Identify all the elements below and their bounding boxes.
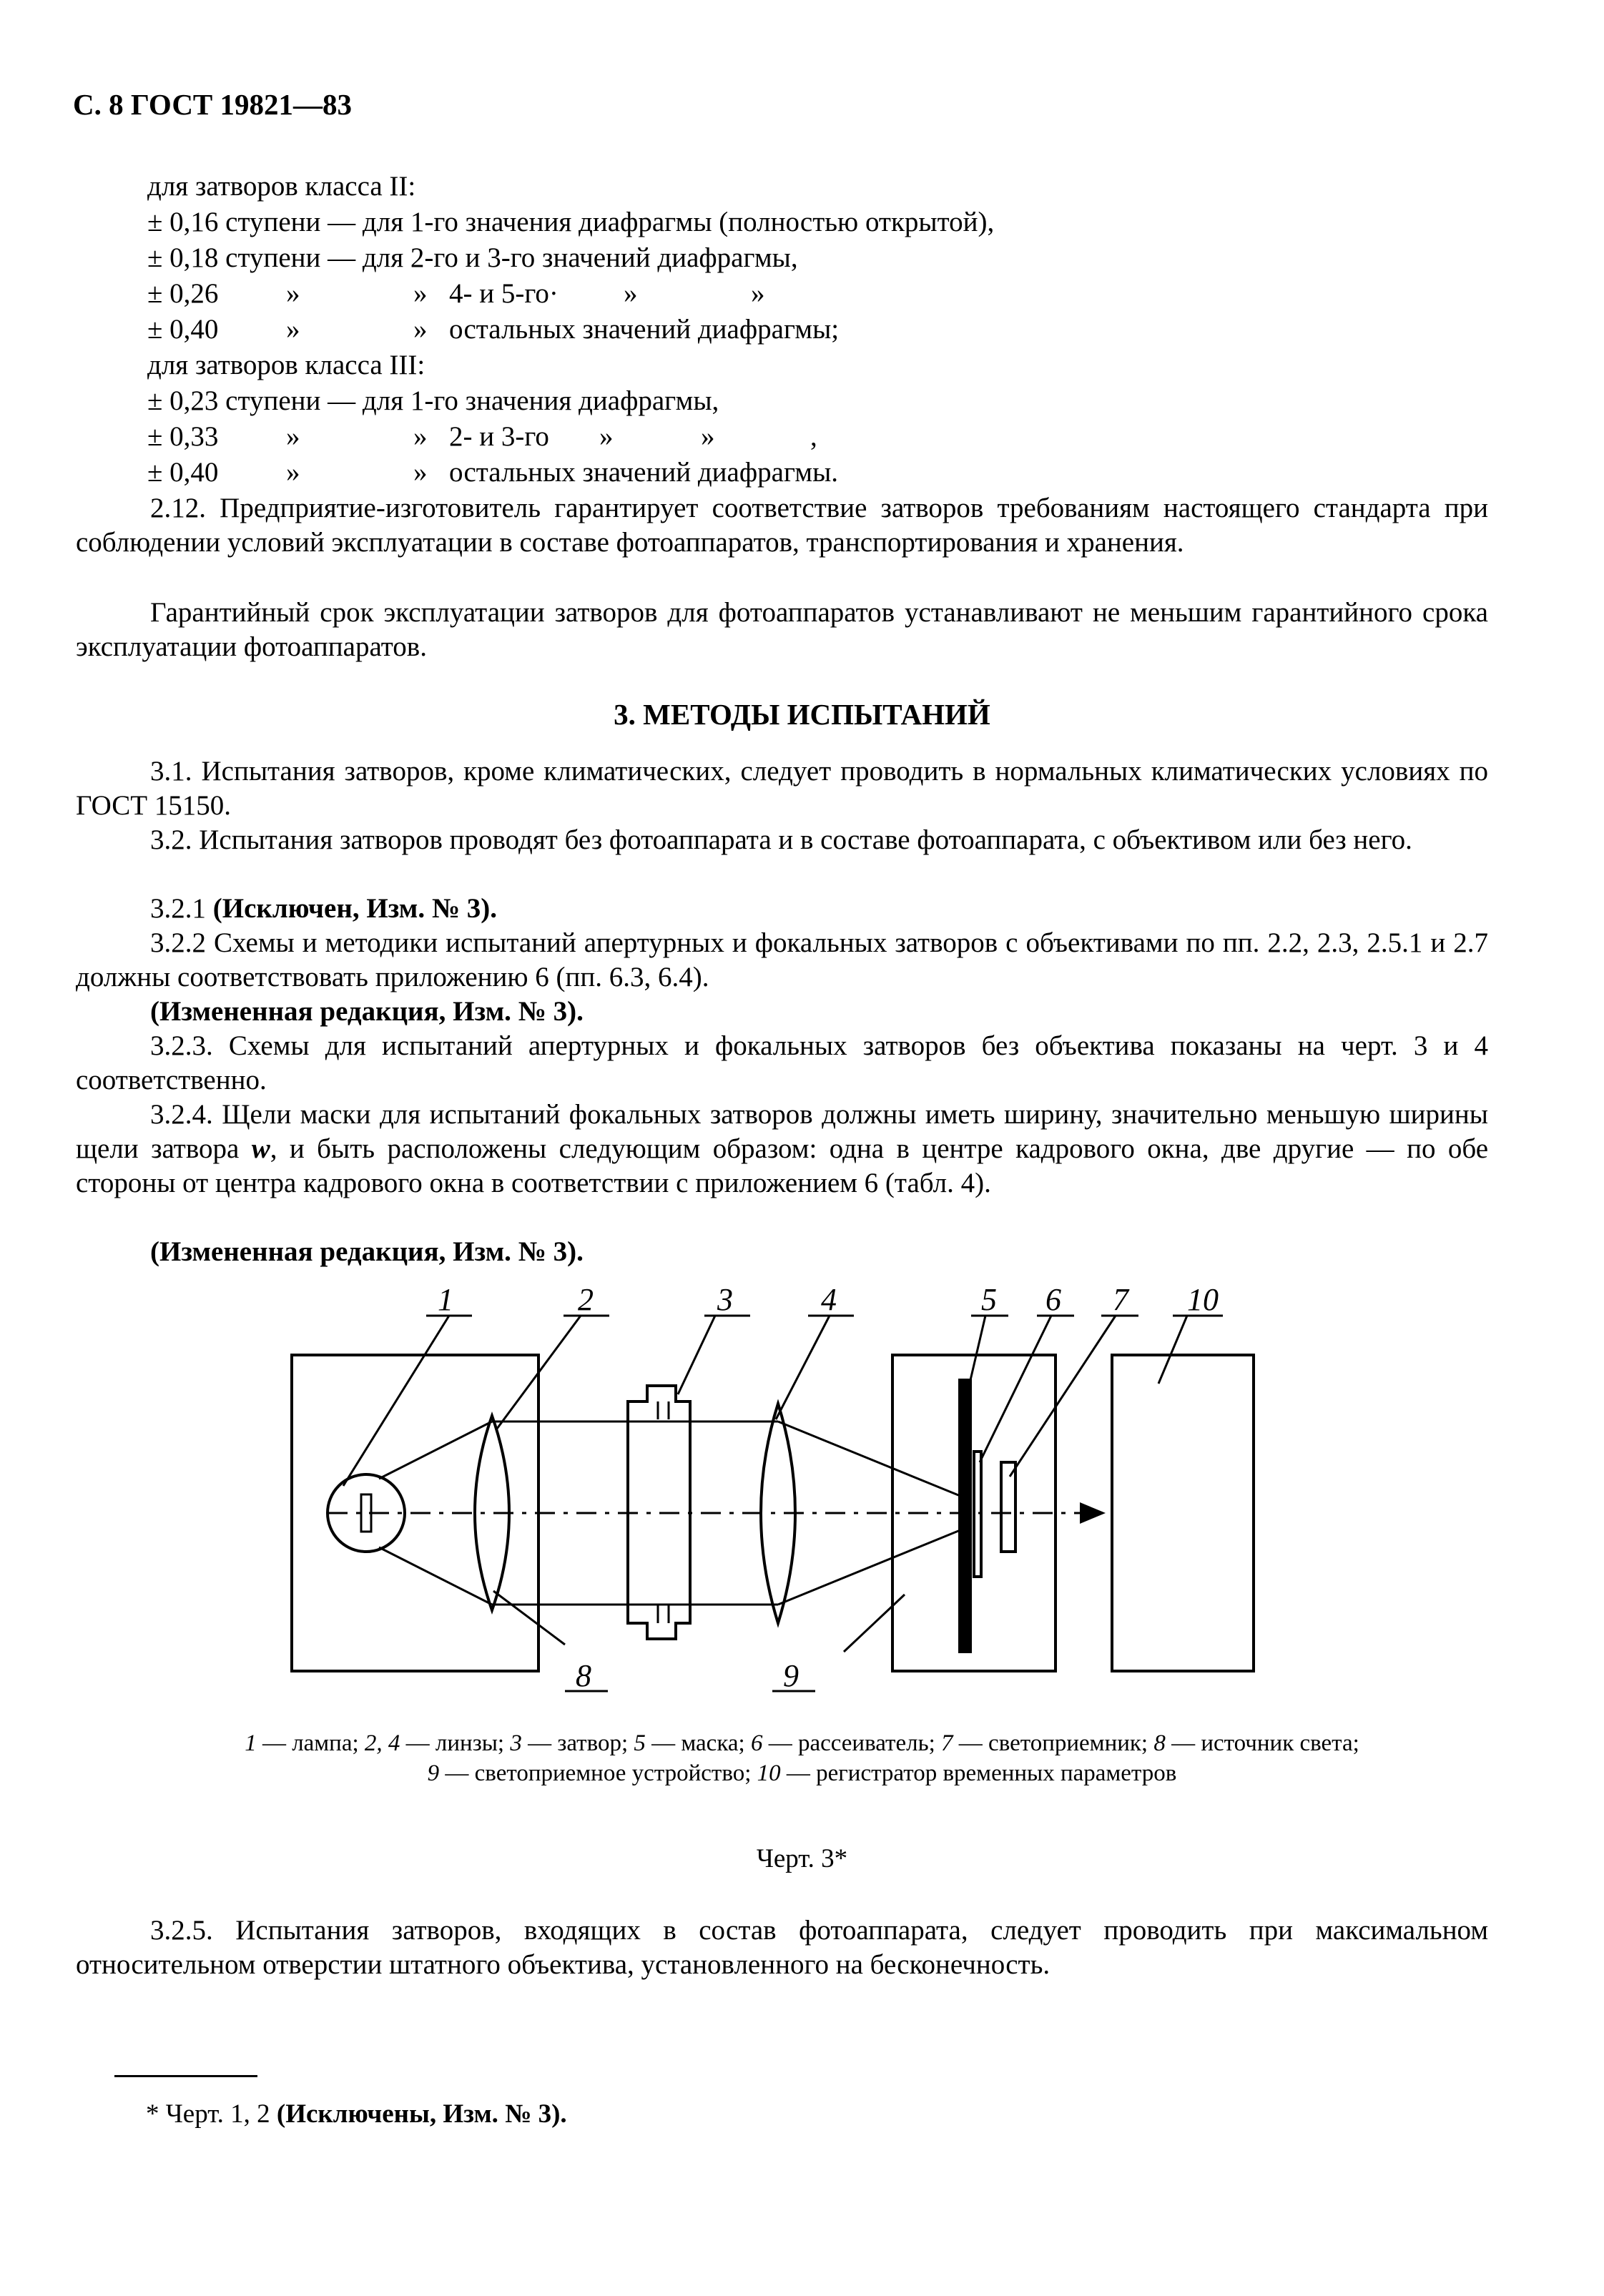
paragraph-3-2-3: 3.2.3. Схемы для испытаний апертурных и фокальных затворов без объектива показаны на черт. 3 и 4 соответственно.: [76, 1030, 1488, 1095]
p324-text-b: , и быть расположены следующим образом: одна в центре кадрового окна, две другие — по обе стороны от центра кадрового окна в соответствии с приложением 6 (табл. 4).: [76, 1133, 1489, 1198]
edit-note-2: (Измененная редакция, Изм. № 3).: [150, 1236, 584, 1267]
value: ± 0,40: [147, 314, 219, 345]
optical-test-diagram: [0, 1280, 1604, 1723]
slit-width-symbol: w: [251, 1133, 270, 1164]
caption-text: — светоприемное устройство;: [439, 1760, 757, 1786]
text: остальных значений диафрагмы.: [449, 457, 839, 488]
paragraph-3-2-2: 3.2.2 Схемы и методики испытаний апертурных и фокальных затворов с объективами по пп. 2.2, 2.3, 2.5.1 и 2.7 должны соответствовать приложению 6 (пп. 6.3, 6.4).: [76, 927, 1488, 992]
text: 2- и 3-го: [449, 421, 549, 452]
ditto-mark: »: [413, 314, 428, 345]
diagram-caption-line-2: [0, 1760, 1604, 1787]
footnote-rule: [114, 2075, 257, 2077]
caption-text: — затвор;: [521, 1730, 634, 1756]
p324-text-a: 3.2.4. Щели маски для испытаний фокальных затворов должны иметь ширину, значительно меньшую ширины щели затвора: [76, 1099, 1488, 1164]
caption-text: — рассеиватель;: [762, 1730, 942, 1756]
label-5: 5: [981, 1282, 997, 1317]
section-title: 3. МЕТОДЫ ИСПЫТАНИЙ: [614, 698, 990, 731]
page-header: С. 8 ГОСТ 19821—83: [73, 88, 353, 121]
caption-num: 5: [634, 1730, 646, 1756]
caption-num: 2, 4: [364, 1730, 400, 1756]
footnote: [146, 2099, 567, 2129]
value: ± 0,26: [147, 278, 219, 309]
mask: [960, 1380, 970, 1652]
caption-text: — лампа;: [256, 1730, 365, 1756]
caption-num: 7: [941, 1730, 953, 1756]
photoreceiver: [1001, 1462, 1015, 1552]
class3-row-1: ± 0,23 ступени — для 1-го значения диафрагмы,: [147, 385, 719, 416]
caption-text: — источник света;: [1165, 1730, 1359, 1756]
class2-row-2: ± 0,18 ступени — для 2-го и 3-го значений диафрагмы,: [147, 242, 798, 273]
paragraph-3-2-1: [76, 892, 1488, 926]
caption-num: 9: [427, 1760, 440, 1786]
value: ± 0,40: [147, 457, 219, 488]
class2-title: для затворов класса II:: [147, 171, 416, 202]
text: остальных значений диафрагмы;: [449, 314, 840, 345]
ditto-mark: »: [624, 278, 638, 309]
excluded-note: (Исключен, Изм. № 3).: [212, 893, 498, 924]
caption-num: 10: [757, 1760, 781, 1786]
caption-text: — линзы;: [400, 1730, 511, 1756]
diagram-caption-line-1: [0, 1730, 1604, 1757]
ditto-mark: »: [413, 457, 428, 488]
ditto-mark: »: [286, 278, 300, 309]
figure-label: Черт. 3*: [756, 1844, 848, 1873]
paragraph-2-12: 2.12. Предприятие-изготовитель гарантирует соответствие затворов требованиям настоящего стандарта при соблюдении условий эксплуатации в составе фотоаппаратов, транспортирования и хранения.: [76, 493, 1488, 558]
paragraph-2-12-warranty: Гарантийный срок эксплуатации затворов для фотоаппаратов устанавливают не меньшим гарантийного срока эксплуатации фотоаппаратов.: [76, 597, 1488, 662]
caption-text: — светоприемник;: [953, 1730, 1154, 1756]
footnote-note: (Исключены, Изм. № 3).: [276, 2099, 567, 2129]
ditto-mark: »: [701, 421, 715, 452]
label-2: 2: [578, 1282, 594, 1317]
label-10: 10: [1187, 1282, 1219, 1317]
caption-text: — маска;: [645, 1730, 751, 1756]
label-1: 1: [438, 1282, 453, 1317]
ditto-mark: »: [413, 421, 428, 452]
clause-number: 3.2.1: [150, 893, 206, 924]
label-7: 7: [1113, 1282, 1128, 1317]
label-6: 6: [1045, 1282, 1061, 1317]
comma: ,: [810, 421, 817, 452]
class3-title: для затворов класса III:: [147, 350, 425, 380]
label-8: 8: [576, 1658, 591, 1693]
class2-row-1: ± 0,16 ступени — для 1-го значения диафрагмы (полностью открытой),: [147, 207, 995, 237]
paragraph-3-2: 3.2. Испытания затворов проводят без фотоаппарата и в составе фотоаппарата, с объективом или без него.: [150, 824, 1412, 855]
ditto-mark: »: [286, 421, 300, 452]
ditto-mark: »: [286, 314, 300, 345]
caption-num: 6: [750, 1730, 763, 1756]
label-3: 3: [717, 1282, 733, 1317]
timing-registrar-box: [1112, 1355, 1254, 1671]
paragraph-3-2-4: [76, 1098, 1488, 1201]
value: ± 0,33: [147, 421, 219, 452]
label-9: 9: [783, 1658, 799, 1693]
ditto-mark: »: [286, 457, 300, 488]
label-4: 4: [821, 1282, 837, 1317]
ditto-mark: »: [751, 278, 765, 309]
edit-note-1: (Измененная редакция, Изм. № 3).: [150, 996, 584, 1027]
caption-text: — регистратор временных параметров: [780, 1760, 1177, 1786]
caption-num: 8: [1153, 1730, 1166, 1756]
caption-num: 3: [510, 1730, 522, 1756]
text: 4- и 5-го·: [449, 278, 559, 309]
paragraph-3-1: 3.1. Испытания затворов, кроме климатических, следует проводить в нормальных климатических условиях по ГОСТ 15150.: [76, 756, 1488, 821]
ditto-mark: »: [599, 421, 614, 452]
ditto-mark: »: [413, 278, 428, 309]
caption-num: 1: [245, 1730, 257, 1756]
paragraph-3-2-5: 3.2.5. Испытания затворов, входящих в состав фотоаппарата, следует проводить при максимальном относительном отверстии штатного объектива, установленного на бесконечность.: [76, 1915, 1488, 1980]
footnote-ref: * Черт. 1, 2: [146, 2099, 270, 2129]
